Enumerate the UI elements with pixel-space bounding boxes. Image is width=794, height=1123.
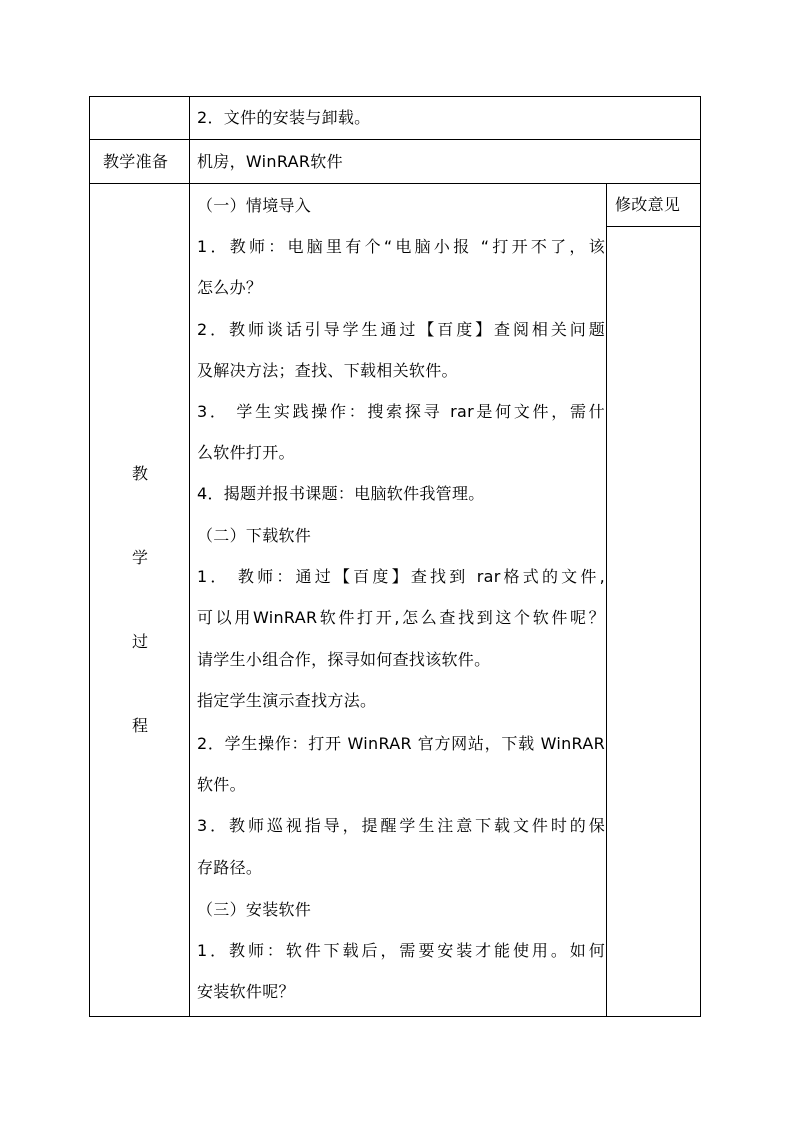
prep-content: 机房，WinRAR软件 [197,152,343,171]
table-bottom-border [89,1016,701,1017]
paragraph-line: 怎么办？ [197,278,263,297]
paragraph-line: 1．教师：电脑里有个“电脑小报 “打开不了，该 [197,237,605,256]
remark-header-divider [606,226,701,227]
paragraph-line: 2．学生操作：打开 WinRAR 官方网站，下载 WinRAR [197,734,605,753]
paragraph-line: 可以用WinRAR软件打开,怎么查找到这个软件呢？ [197,608,605,627]
paragraph-line: 请学生小组合作，探寻如何查找该软件。 [197,650,491,669]
row-divider-2 [89,183,701,184]
paragraph-line: 1．教师：软件下载后，需要安装才能使用。如何 [197,941,605,960]
paragraph-line: 4．揭题并报书课题：电脑软件我管理。 [197,484,485,503]
process-label-char-1: 教 [131,464,148,483]
paragraph-line: 及解决方法；查找、下载相关软件。 [197,361,458,380]
remark-header: 修改意见 [615,195,681,214]
table-top-border [89,96,701,97]
row1-content: 2．文件的安装与卸载。 [197,108,371,127]
process-label-char-3: 过 [131,632,148,651]
row-divider-1 [89,139,701,140]
paragraph-line: 2．教师谈话引导学生通过【百度】查阅相关问题 [197,320,605,339]
paragraph-line: 软件。 [197,775,246,794]
paragraph-line: 指定学生演示查找方法。 [197,691,377,710]
paragraph-line: （三）安装软件 [197,900,312,919]
prep-label: 教学准备 [103,152,169,171]
paragraph-line: 存路径。 [197,858,263,877]
paragraph-line: 3． 学生实践操作：搜索探寻 rar是何文件，需什 [197,402,605,421]
paragraph-line: 安装软件呢？ [197,982,295,1001]
remark-column-divider [606,183,607,1017]
paragraph-line: 3．教师巡视指导，提醒学生注意下载文件时的保 [197,816,605,835]
process-label-char-2: 学 [131,548,148,567]
paragraph-line: （二）下载软件 [197,526,312,545]
paragraph-line: 1． 教师：通过【百度】查找到 rar格式的文件, [197,567,605,586]
paragraph-line: 么软件打开。 [197,443,295,462]
process-label-char-4: 程 [131,716,148,735]
paragraph-line: （一）情境导入 [197,196,312,215]
table-right-border [700,96,701,1017]
